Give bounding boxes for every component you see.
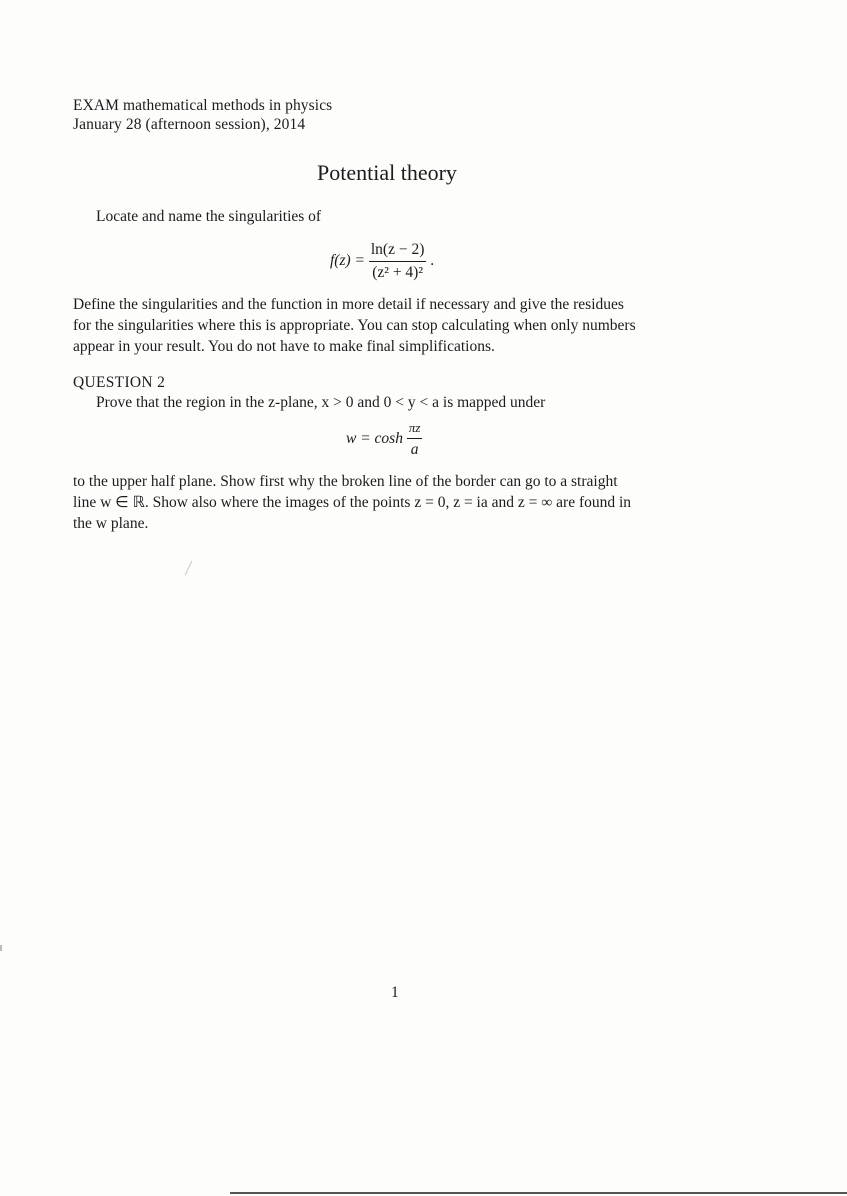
equation-trailing: . bbox=[430, 252, 435, 270]
equation-denominator: (z² + 4)² bbox=[372, 264, 423, 281]
question1-equation bbox=[330, 241, 434, 282]
scan-artifact bbox=[185, 561, 193, 576]
scan-artifact bbox=[0, 945, 2, 951]
equation-lhs: w = cosh bbox=[346, 430, 403, 448]
equation-fraction bbox=[369, 241, 427, 282]
question2-body-line: the w plane. bbox=[73, 515, 149, 532]
equation-lhs: f(z) = bbox=[330, 252, 365, 270]
question1-body-line: Define the singularities and the function in more detail if necessary and give the residues bbox=[73, 296, 624, 313]
question2-body-line: line w ∈ ℝ. Show also where the images of the points z = 0, z = ia and z = ∞ are found in bbox=[73, 494, 632, 511]
equation-denominator: a bbox=[410, 441, 419, 458]
question2-equation bbox=[346, 420, 422, 459]
page-number: 1 bbox=[391, 984, 399, 1001]
page-title: Potential theory bbox=[317, 160, 457, 185]
question2-body-line: to the upper half plane. Show first why the broken line of the border can go to a straight bbox=[73, 473, 618, 490]
scan-edge-line bbox=[230, 1192, 847, 1194]
exam-header-date: January 28 (afternoon session), 2014 bbox=[73, 116, 306, 133]
equation-numerator: πz bbox=[407, 420, 423, 439]
question1-intro: Locate and name the singularities of bbox=[96, 208, 322, 225]
question2-intro: Prove that the region in the z-plane, x > 0 and 0 < y < a is mapped under bbox=[96, 394, 546, 411]
equation-numerator: ln(z − 2) bbox=[369, 241, 427, 262]
question1-body-line: for the singularities where this is appropriate. You can stop calculating when only numbers bbox=[73, 317, 636, 334]
question1-body-line: appear in your result. You do not have to make final simplifications. bbox=[73, 338, 495, 355]
equation-fraction bbox=[407, 420, 423, 459]
exam-header-title: EXAM mathematical methods in physics bbox=[73, 97, 333, 114]
question2-heading: QUESTION 2 bbox=[73, 374, 166, 391]
